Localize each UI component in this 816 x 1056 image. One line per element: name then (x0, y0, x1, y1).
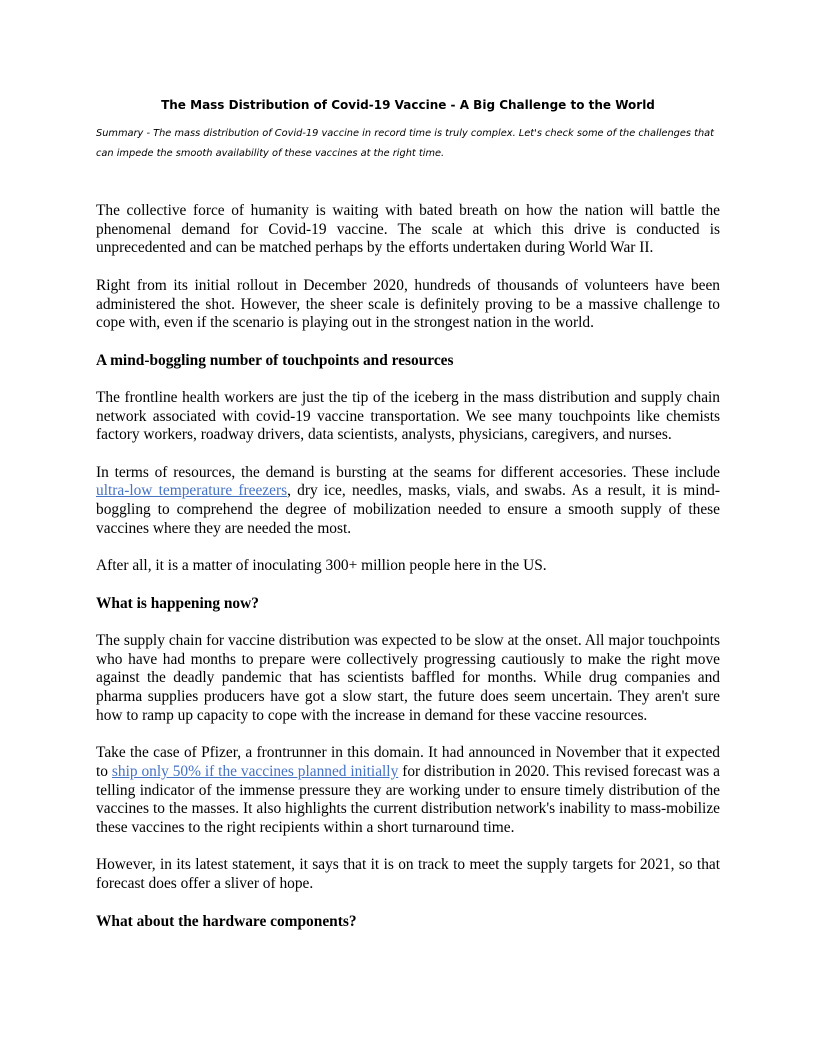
paragraph-resources-text-2: , dry ice, needles, masks, vials, and swabs. As a result, it is mind-boggling to comprehend the degree of mobilization needed to ensure a smooth supply of these vaccines where they are needed the most. (96, 482, 720, 537)
summary-text: Summary - The mass distribution of Covid-19 vaccine in record time is truly complex. Let's check some of the challenges that can impede the smooth availability of these vaccines at the right time. (96, 128, 715, 159)
paragraph-inoculation: After all, it is a matter of inoculating 300+ million people here in the US. (96, 557, 547, 575)
paragraph-intro: The collective force of humanity is waiting with bated breath on how the nation will battle the phenomenal demand for Covid-19 vaccine. The scale at which this drive is conducted is unprecedented and can be matched perhaps by the efforts undertaken during World War II. (96, 202, 720, 257)
freezers-link[interactable]: ultra-low temperature freezers (96, 482, 288, 500)
pfizer-shipment-link[interactable]: ship only 50% if the vaccines planned initially (111, 762, 399, 780)
paragraph-supply-chain: The supply chain for vaccine distribution was expected to be slow at the onset. All major touchpoints who have had months to prepare were collectively progressing cautiously to make the right move against the deadly pandemic that has scientists baffled for months. While drug companies and pharma supplies producers have got a slow start, the future does seem uncertain. They aren't sure how to ramp up capacity to cope with the increase in demand for these vaccine resources. (96, 632, 720, 724)
paragraph-hope: However, in its latest statement, it says that it is on track to meet the supply targets for 2021, so that forecast does offer a sliver of hope. (96, 856, 720, 893)
heading-hardware: What about the hardware components? (96, 912, 357, 930)
paragraph-pfizer (96, 744, 720, 838)
paragraph-resources (96, 464, 720, 539)
document-body (96, 202, 720, 950)
paragraph-rollout: Right from its initial rollout in December 2020, hundreds of thousands of volunteers have been administered the shot. However, the sheer scale is definitely proving to be a massive challenge to cope with, even if the scenario is playing out in the strongest nation in the world. (96, 276, 720, 332)
paragraph-pfizer-text-2: for distribution in 2020. This revised forecast was a telling indicator of the immense pressure they are working under to ensure timely distribution of the vaccines to the masses. It also highlights the current distribution network's inability to mass-mobilize these vaccines to the right recipients within a short turnaround time. (96, 762, 720, 837)
heading-happening-now: What is happening now? (96, 594, 259, 612)
heading-touchpoints: A mind-boggling number of touchpoints and resources (96, 351, 454, 369)
paragraph-resources-text-1: In terms of resources, the demand is bursting at the seams for different accesories. These include (96, 463, 720, 481)
document-title: The Mass Distribution of Covid-19 Vaccine - A Big Challenge to the World (161, 98, 655, 112)
paragraph-pfizer-text-1: Take the case of Pfizer, a frontrunner in this domain. It had announced in November that it expected to (96, 744, 720, 780)
paragraph-frontline: The frontline health workers are just the tip of the iceberg in the mass distribution and supply chain network associated with covid-19 vaccine transportation. We see many touchpoints like chemists factory workers, roadway drivers, data scientists, analysts, physicians, caregivers, and nurses. (96, 388, 720, 444)
